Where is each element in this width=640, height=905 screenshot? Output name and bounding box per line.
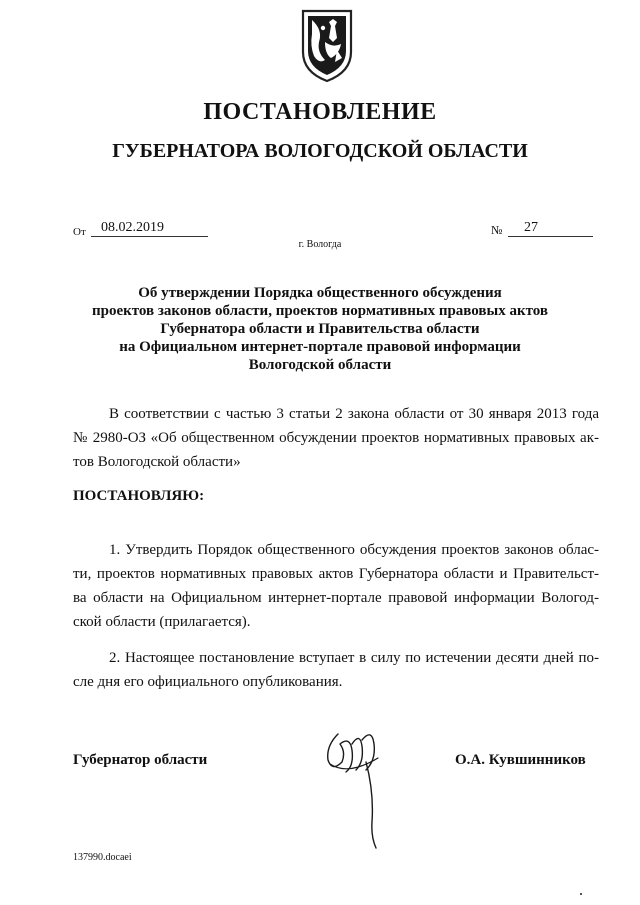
paragraph-line: ти, проектов нормативных правовых актов Губернатора области и Правительст-: [73, 566, 599, 582]
file-reference: 137990.docaei: [73, 852, 132, 863]
document-subtitle: ГУБЕРНАТОРА ВОЛОГОДСКОЙ ОБЛАСТИ: [112, 140, 528, 162]
coat-of-arms-icon: [299, 8, 355, 84]
handwritten-signature-icon: [322, 722, 384, 852]
preamble-paragraph: [73, 402, 599, 474]
item-2-paragraph: [73, 646, 599, 694]
heading-line: проектов законов области, проектов нормативных правовых актов: [91, 303, 549, 319]
paragraph-line: 2. Настоящее постановление вступает в силу по истечении десяти дней по-: [109, 650, 599, 666]
paragraph-line: ской области (прилагается).: [73, 614, 251, 630]
signatory-name: О.А. Кувшинников: [455, 752, 586, 768]
heading-line: Об утверждении Порядка общественного обсуждения: [138, 285, 502, 301]
scan-mark: [580, 893, 582, 895]
date-prefix: От: [73, 226, 86, 238]
city-label: г. Вологда: [298, 239, 342, 250]
signatory-position: Губернатор области: [73, 752, 208, 768]
heading-line: Вологодской области: [248, 357, 392, 373]
paragraph-line: В соответствии с частью 3 статьи 2 закона области от 30 января 2013 года: [109, 406, 599, 422]
item-1-paragraph: [73, 538, 599, 634]
decree-word: ПОСТАНОВЛЯЮ:: [73, 488, 205, 504]
document-heading: [80, 284, 560, 374]
heading-line: на Официальном интернет-портале правовой информации: [119, 339, 521, 355]
heading-line: Губернатора области и Правительства области: [160, 321, 480, 337]
document-number: 27: [508, 220, 593, 237]
document-title: ПОСТАНОВЛЕНИЕ: [203, 99, 437, 125]
paragraph-line: 1. Утвердить Порядок общественного обсуждения проектов законов облас-: [109, 542, 599, 558]
paragraph-line: сле дня его официального опубликования.: [73, 674, 343, 690]
paragraph-line: тов Вологодской области»: [73, 454, 241, 470]
paragraph-line: ва области на Официальном интернет-портале правовой информации Вологод-: [73, 590, 599, 606]
paragraph-line: № 2980-ОЗ «Об общественном обсуждении проектов нормативных правовых ак-: [73, 430, 599, 446]
document-date: 08.02.2019: [91, 220, 208, 237]
number-prefix: №: [491, 223, 503, 237]
